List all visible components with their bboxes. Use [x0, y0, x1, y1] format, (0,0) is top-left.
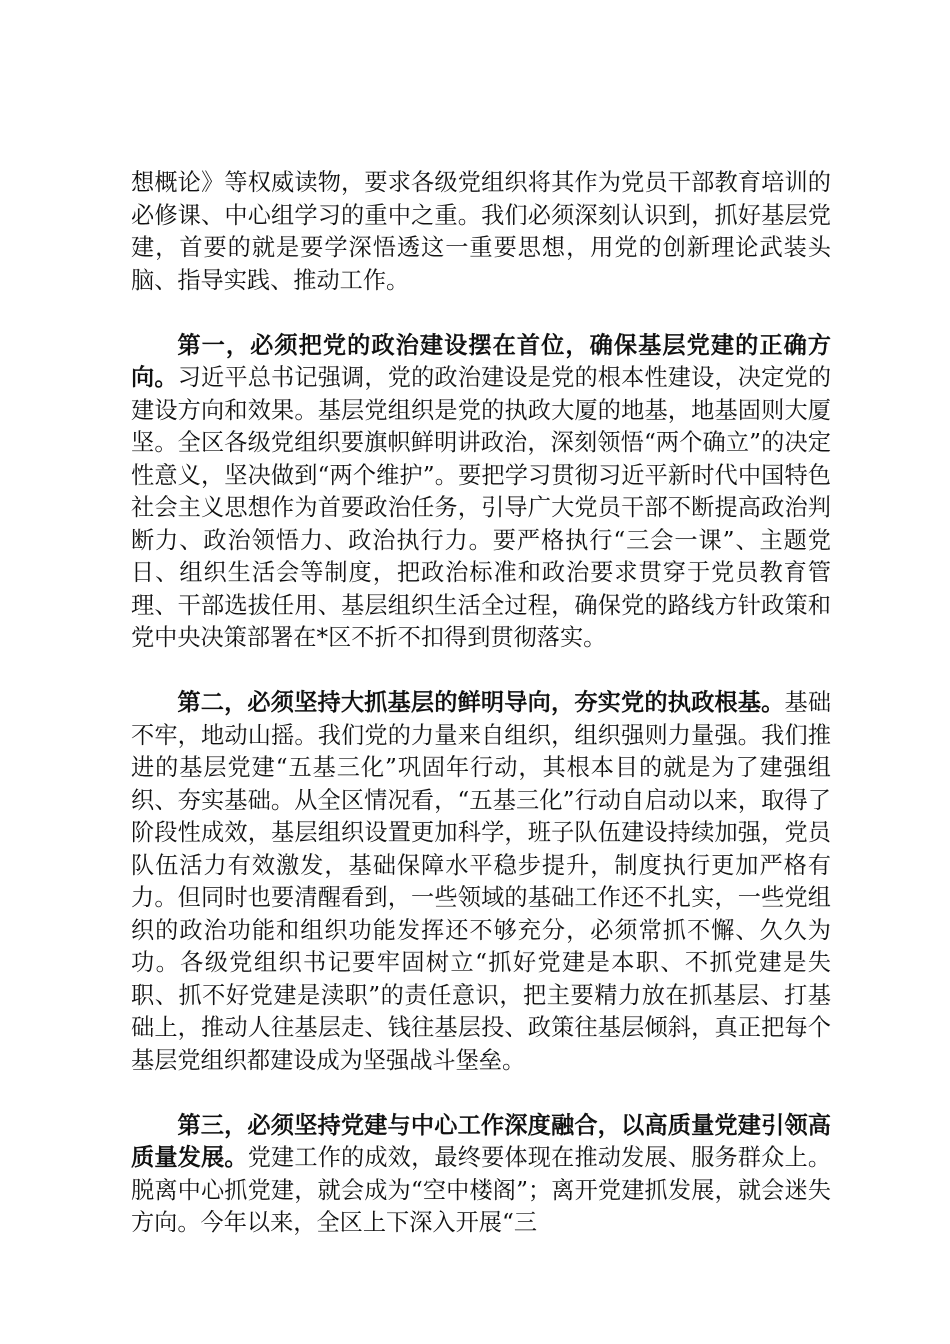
- paragraph-lead-heading: 第二，必须坚持大抓基层的鲜明导向，夯实党的执政根基。: [177, 689, 785, 716]
- paragraph-lead-heading: 第三，必须坚持党建与中心工作深度融合，以高质量党建引领高质量发展。: [131, 1111, 831, 1171]
- paragraph-lead-heading: 第一，必须把党的政治建设摆在首位，确保基层党建的正确方向。: [131, 331, 831, 391]
- paragraph-body: 习近平总书记强调，党的政治建设是党的根本性建设，决定党的建设方向和效果。基层党组织是党的执政大厦的地基，地基固则大厦坚。全区各级党组织要旗帜鲜明讲政治，深刻领悟“两个确立”的决定性意义，坚决做到“两个维护”。要把学习贯彻习近平新时代中国特色社会主义思想作为首要政治任务，引导广大党员干部不断提高政治判断力、政治领悟力、政治执行力。要严格执行“三会一课”、主题党日、组织生活会等制度，把政治标准和政治要求贯穿于党员教育管理、干部选拔任用、基层组织生活全过程，确保党的路线方针政策和党中央决策部署在*区不折不扣得到贯彻落实。: [131, 364, 832, 651]
- paragraph-body: 党建工作的成效，最终要体现在推动发展、服务群众上。脱离中心抓党建，就会成为“空中楼阁”；离开党建抓发展，就会迷失方向。今年以来，全区上下深入开展“三: [131, 1144, 832, 1236]
- paragraph-body: 基础不牢，地动山摇。我们党的力量来自组织，组织强则力量强。我们推进的基层党建“五基三化”巩固年行动，其根本目的就是为了建强组织、夯实基础。从全区情况看，“五基三化”行动自启动以来，取得了阶段性成效，基层组织设置更加科学，班子队伍建设持续加强，党员队伍活力有效激发，基础保障水平稳步提升，制度执行更加严格有力。但同时也要清醒看到，一些领域的基础工作还不扎实，一些党组织的政治功能和组织功能发挥还不够充分，必须常抓不懈、久久为功。各级党组织书记要牢固树立“抓好党建是本职、不抓党建是失职、抓不好党建是渎职”的责任意识，把主要精力放在抓基层、打基础上，推动人往基层走、钱往基层投、政策往基层倾斜，真正把每个基层党组织都建设成为坚强战斗堡垒。: [131, 689, 832, 1074]
- paragraph-point-three: [131, 1110, 831, 1240]
- paragraph-body: 想概论》等权威读物，要求各级党组织将其作为党员干部教育培训的必修课、中心组学习的重中之重。我们必须深刻认识到，抓好基层党建，首要的就是要学深悟透这一重要思想，用党的创新理论武装头脑、指导实践、推动工作。: [131, 169, 831, 294]
- document-page: [131, 167, 831, 1272]
- paragraph-point-two: [131, 687, 831, 1077]
- paragraph-intro: [131, 167, 831, 297]
- paragraph-point-one: [131, 330, 831, 655]
